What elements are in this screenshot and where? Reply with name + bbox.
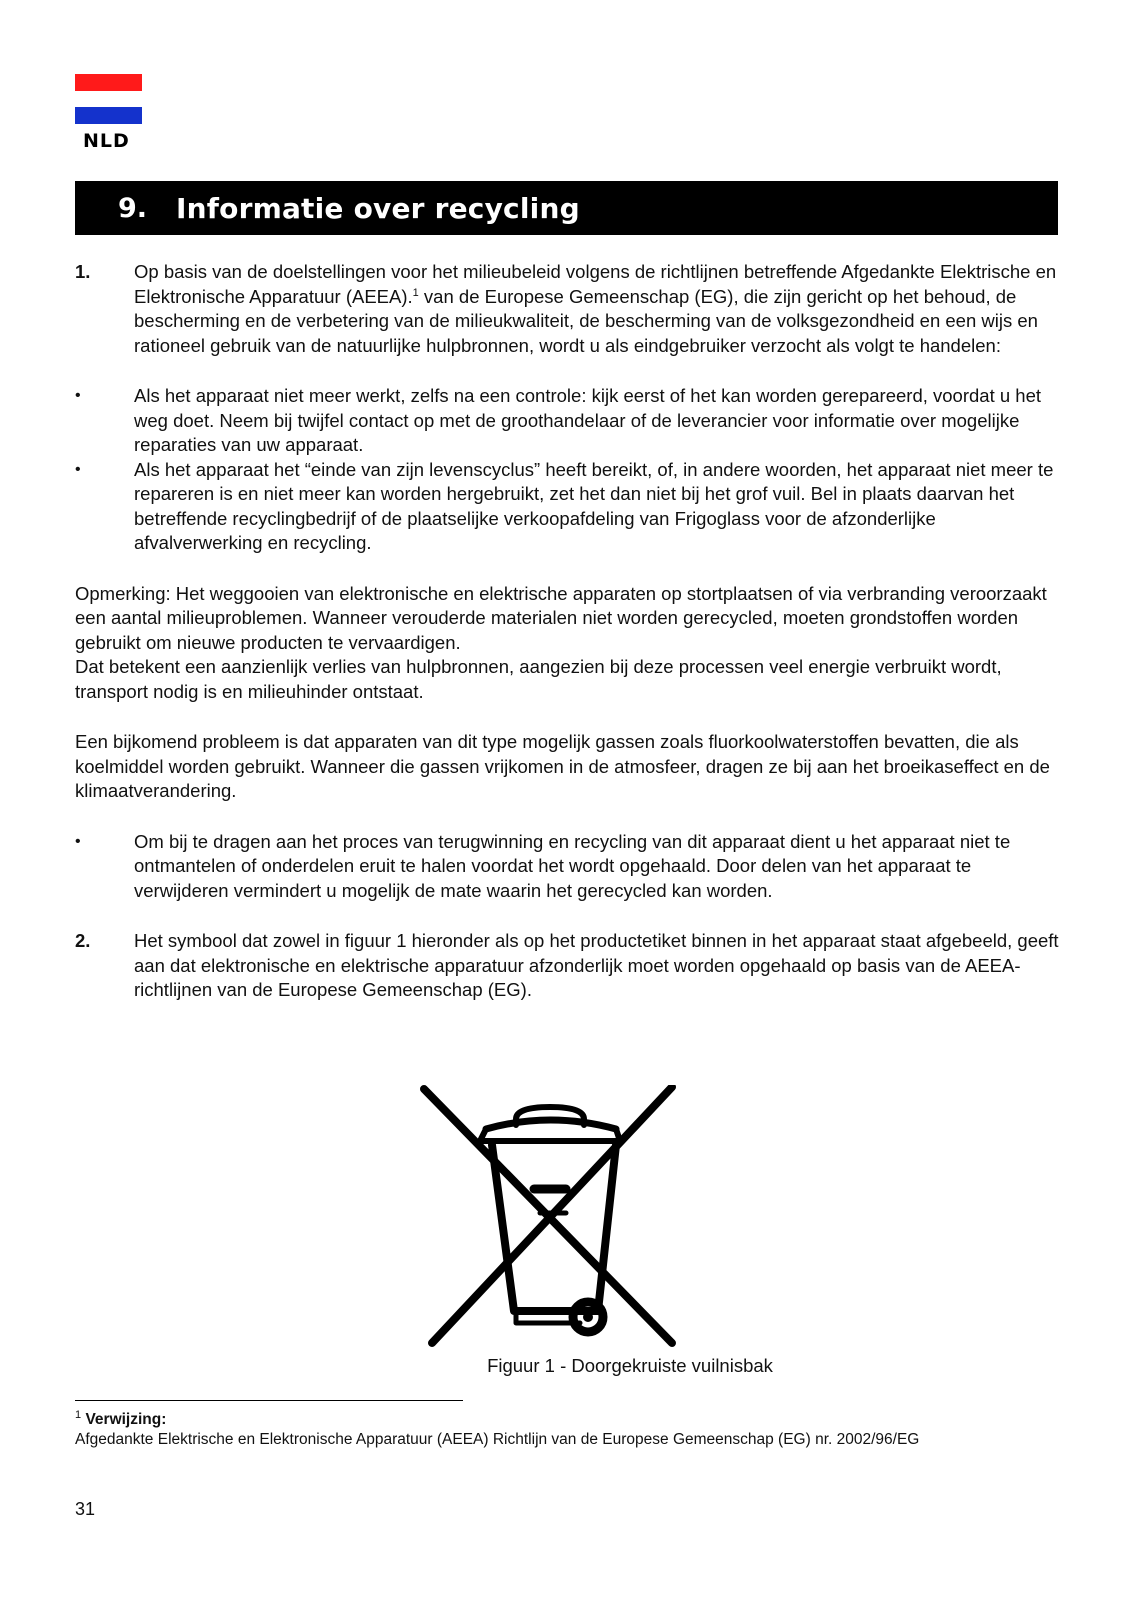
bullet-text: Als het apparaat niet meer werkt, zelfs na een controle: kijk eerst of het kan worden gerepareerd, voordat u het weg doet. Neem bij twijfel contact op met de groothandelaar of de leverancier voor informatie over mogelijke reparaties van uw apparaat. bbox=[134, 385, 1042, 455]
numbered-item-1 bbox=[75, 260, 1065, 358]
section-title: Informatie over recycling bbox=[176, 191, 580, 225]
page-number: 31 bbox=[75, 1499, 96, 1519]
bullet-marker: • bbox=[75, 832, 81, 850]
netherlands-flag bbox=[75, 74, 142, 152]
footnote bbox=[75, 1410, 1065, 1450]
item-text: Het symbool dat zowel in figuur 1 hieronder als op het productetiket binnen in het apparaat staat afgebeeld, geeft aan dat elektronische en elektrische apparatuur afzonderlijk moet worden opgehaald op basis van de AEEA-richtlijnen van de Europese Gemeenschap (EG). bbox=[134, 930, 1059, 1000]
item-text-part: Op basis van de doelstellingen voor het milieubeleid volgens de richtlijnen betreffende Afgedankte Elektrische en Elektronische Apparatuur (AEEA). bbox=[134, 261, 1057, 307]
item-number: 2. bbox=[75, 930, 91, 951]
section-number: 9. bbox=[118, 192, 148, 224]
document-body bbox=[75, 260, 1065, 1003]
footnote-reference: 1 bbox=[412, 286, 419, 299]
footnote-text: Afgedankte Elektrische en Elektronische Apparatuur (AEEA) Richtlijn van de Europese Gemeenschap (EG) nr. 2002/96/EG bbox=[75, 1431, 920, 1448]
note-paragraph: Dat betekent een aanzienlijk verlies van hulpbronnen, aangezien bij deze processen veel energie verbruikt wordt, transport nodig is en milieuhinder ontstaat. bbox=[75, 656, 1002, 702]
bullet-text: Als het apparaat het “einde van zijn levenscyclus” heeft bereikt, of, in andere woorden, het apparaat niet meer te repareren is en niet meer kan worden hergebruikt, zet het dan niet bij het grof vuil. Bel in plaats daarvan het betreffende recyclingbedrijf of de plaatselijke verkoopafdeling van Frigoglass voor de afzonderlijke afvalverwerking en recycling. bbox=[134, 458, 1054, 553]
bullet-item bbox=[75, 830, 1065, 904]
bullet-item bbox=[75, 458, 1065, 556]
bullet-marker: • bbox=[75, 460, 81, 478]
bullet-item bbox=[75, 384, 1065, 458]
item-text bbox=[134, 260, 1065, 358]
bullet-marker: • bbox=[75, 387, 81, 404]
flag-white-stripe bbox=[75, 91, 142, 107]
country-code: NLD bbox=[83, 130, 130, 152]
crossed-out-wheelie-bin-icon bbox=[420, 1085, 676, 1347]
footnote-divider bbox=[75, 1400, 463, 1401]
section-header bbox=[75, 181, 1058, 235]
flag-blue-stripe bbox=[75, 107, 142, 124]
item-text-part: van de Europese Gemeenschap (EG), die zijn gericht op het behoud, de bescherming en de verbetering van de milieukwaliteit, de bescherming van de volksgezondheid en een wijs en rationeel gebruik van de natuurlijke hulpbronnen, wordt u als eindgebruiker verzocht als volgt te handelen: bbox=[134, 285, 1038, 356]
item-number: 1. bbox=[75, 261, 91, 282]
figure-caption: Figuur 1 - Doorgekruiste vuilnisbak bbox=[487, 1355, 773, 1376]
numbered-item-2 bbox=[75, 929, 1065, 1003]
note-paragraph: Opmerking: Het weggooien van elektronische en elektrische apparaten op stortplaatsen of via verbranding veroorzaakt een aantal milieuproblemen. Wanneer verouderde materialen niet worden gerecycled, moeten grondstoffen worden gebruikt om nieuwe producten te vervaardigen. bbox=[75, 582, 1047, 653]
flag-red-stripe bbox=[75, 74, 142, 91]
footnote-number: 1 bbox=[75, 1408, 82, 1421]
bullet-text: Om bij te dragen aan het proces van terugwinning en recycling van dit apparaat dient u het apparaat niet te ontmantelen of onderdelen eruit te halen voordat het wordt opgehaald. Door delen van het apparaat te verwijderen vermindert u mogelijk de mate waarin het gerecycled kan worden. bbox=[134, 830, 1011, 901]
footnote-heading bbox=[75, 1410, 1065, 1430]
footnote-label: Verwijzing: bbox=[85, 1411, 167, 1428]
note-paragraph: Een bijkomend probleem is dat apparaten van dit type mogelijk gassen zoals fluorkoolwaterstoffen bevatten, die als koelmiddel worden gebruikt. Wanneer die gassen vrijkomen in de atmosfeer, dragen ze bij aan het broeikaseffect en de klimaatverandering. bbox=[75, 731, 1050, 801]
